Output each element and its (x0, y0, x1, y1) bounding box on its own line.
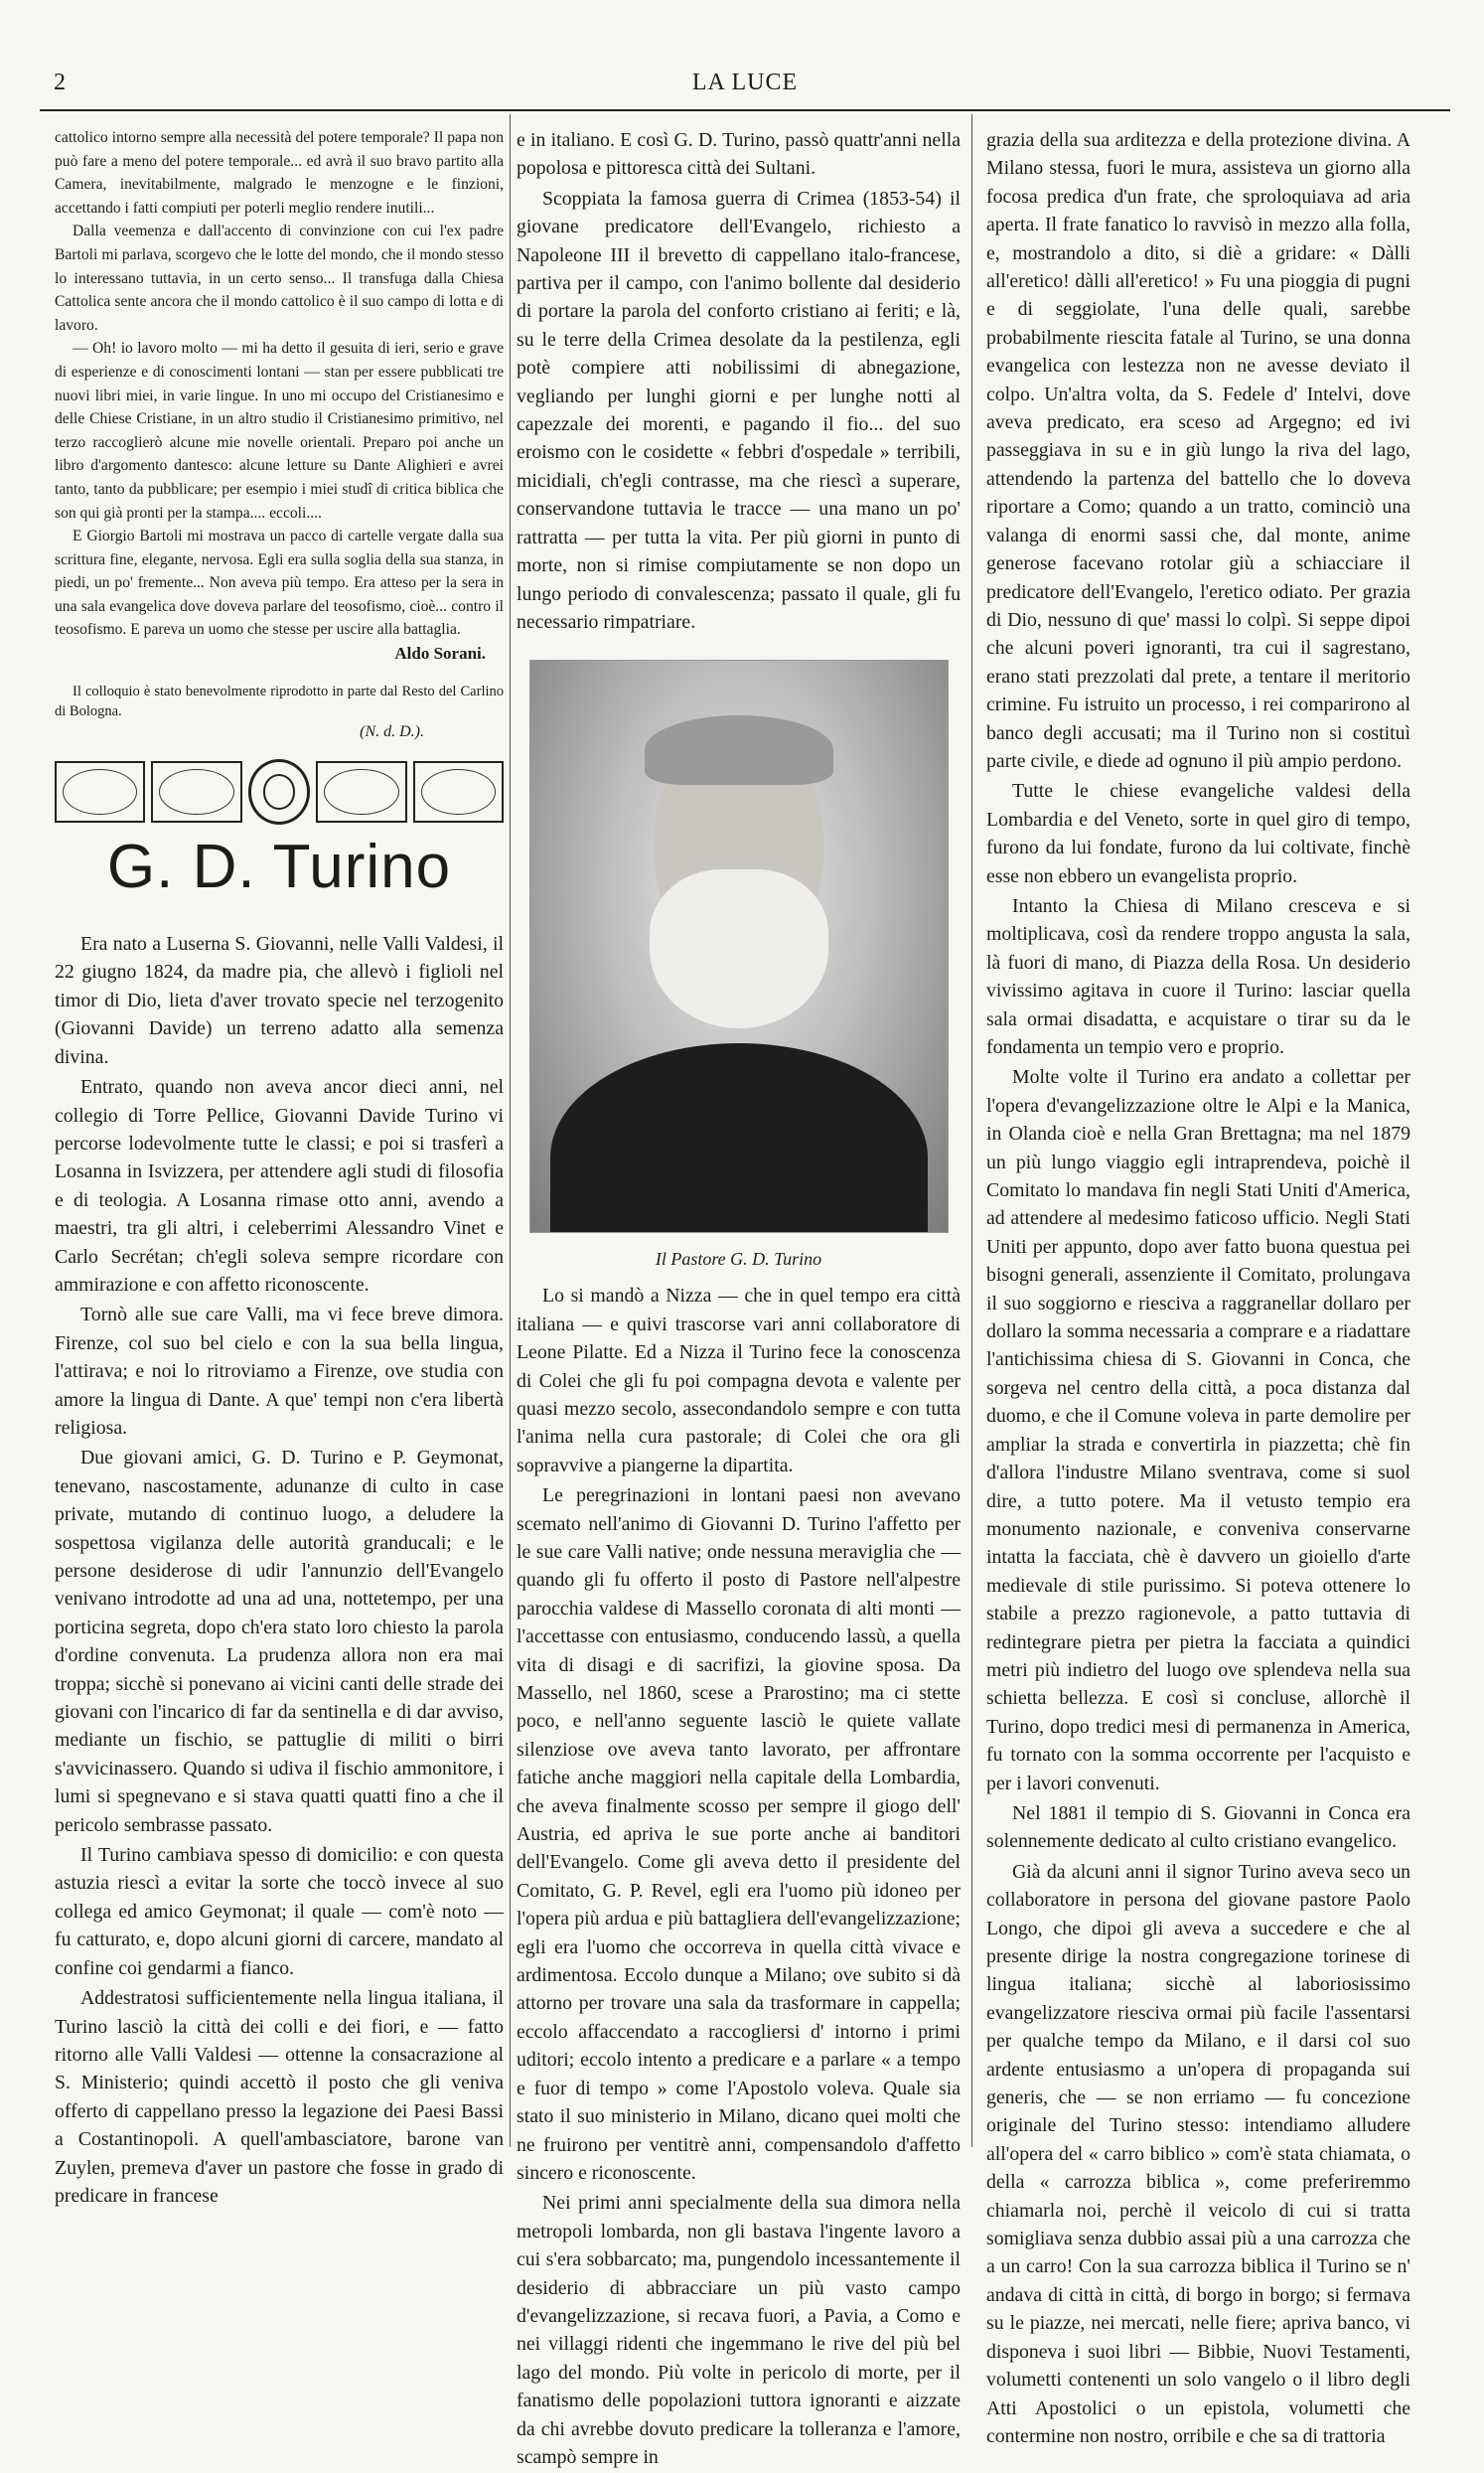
paragraph: Intanto la Chiesa di Milano cresceva e si moltiplicava, così da rendere troppo angusta la sala, là fuori di mano, di Piazza della Rosa. Un desiderio vivissimo agitava in cuore il Turino: lasciar quella sala ormai disadatta, e acquistare o tirar su da le fondamenta un tempio vero e proprio. (986, 894, 1410, 1058)
paragraph: Già da alcuni anni il signor Turino aveva seco un collaboratore in persona del giovane pastore Paolo Longo, che dipoi gli aveva a succedere e che al presente dirige la nostra congregazione torinese di lingua italiana; sicchè al laboriosissimo evangelizzatore riesciva ormai più facile l'assentarsi per qualche tempo da Milano, e il darsi col suo ardente entusiasmo a un'opera di propaganda sui generis, che — se non erriamo — fu concezione originale del Turino stesso: intendiamo alludere all'opera del « carro biblico » com'è stata chiamata, o della « carrozza biblica », come preferiremmo chiamarla noi, perchè il veicolo di cui si tratta somigliava senza dubbio assai più a una carrozza che a un carro! Con la sua carrozza biblica il Turino se n' andava di città in città, di borgo in borgo; si fermava su le piazze, nei mercati, nelle fiere; apriva banco, vi disponeva i suoi libri — Bibbie, Nuovi Testamenti, volumetti contenenti un solo vangelo o il libro degli Atti Apostolici o un epistola, volumetti che contermine non nostro, orribile e che sa di trattoria (986, 1860, 1410, 2447)
ornament-panel (316, 761, 406, 823)
previous-article (55, 126, 504, 642)
paragraph: Era nato a Luserna S. Giovanni, nelle Valli Valdesi, il 22 giugno 1824, da madre pia, che allevò i figlioli nel timor di Dio, lieta d'aver trovato specie nel terzogenito (Giovanni Davide) un terreno adatto alla semenza divina. (55, 933, 504, 1068)
paragraph: — Oh! io lavoro molto — mi ha detto il gesuita di ieri, serio e grave di esperienze e di conoscimenti lontani — stan per essere pubblicati tre nuovi libri miei, in varie lingue. In uno mi occupo del Cristianesimo e delle Chiese Cristiane, in un altro studio il Cristianesimo primitivo, nel terzo raccoglierò alcune mie novelle orientali. Preparo poi anche un libro d'argomento dantesco: alcune letture su Dante Alighieri e avrei tanto, tanto da pubblicare; per esempio i miei studî di critica biblica che son qui già pronti per la stampa.... eccoli.... (55, 340, 504, 522)
running-title: LA LUCE (691, 70, 799, 95)
paragraph: Tutte le chiese evangeliche valdesi della Lombardia e del Veneto, sorte in quel giro di tempo, furono da lui fondate, furono da lui coltivate, finchè esse non ebbero un evangelista proprio. (986, 780, 1410, 887)
paragraph: Lo si mandò a Nizza — che in quel tempo era città italiana — e quivi trascorse vari anni collaboratore di Leone Pilatte. Ed a Nizza il Turino fece la conoscenza di Colei che gli fu poi compagna devota e valente per quasi mezzo secolo, assecondandolo sempre e con tutta l'anima nella cura pastorale; di Colei che ora gli sopravvive a piangerne la dipartita. (517, 1285, 961, 1476)
paragraph: e in italiano. E così G. D. Turino, passò quattr'anni nella popolosa e pittoresca città dei Sultani. (517, 129, 961, 180)
paragraph: Entrato, quando non aveva ancor dieci anni, nel collegio di Torre Pellice, Giovanni Davide Turino vi percorse lodevolmente tutte le classi; e poi si trasferì a Losanna in Isvizzera, per attendere agli studi di filosofia e di teologia. A Losanna rimase otto anni, avendo a maestri, tra gli altri, i celeberrimi Alessandro Vinet e Carlo Secrétan; ch'egli soleva sempre ricordare con ammirazione e con affetto riconoscente. (55, 1076, 504, 1296)
paragraph: Molte volte il Turino era andato a collettar per l'opera d'evangelizzazione oltre le Alpi e la Manica, in Olanda cioè e nella Gran Brettagna; ma nel 1879 un più lungo viaggio egli intraprendeva, poichè il Comitato lo mandava fin negli Stati Uniti d'America, ad attendere al medesimo faticoso ufficio. Negli Stati Uniti per appunto, dopo aver fatto buona questua pei bisogni generali, assenziente il Comitato, prolungava il suo soggiorno e riesciva a raggranellar dollaro per dollaro la somma necessaria a comprare e a riadattare l'antichissima chiesa di S. Giovanni in Conca, che sorgeva nel centro della città, a poca distanza dal duomo, e che il Comune voleva in parte demolire per ampliar la strada e convertirla in piazzetta; chè fin d'allora l'industre Milano sventrava, come si suol dire, a tutto potere. Ma il vetusto tempio era monumento nazionale, e conveniva conservarne intatta la facciata, chè è davvero un gioiello d'arte medievale di stile purissimo. Si poteva ottenere lo stabile a prezzo ragionevole, a patto tuttavia di redintegrare pietra per pietra la facciata a quindici metri più indietro del luogo ove splendeva nella sua schietta bellezza. E così si concluse, allorchè il Turino, dopo tredici mesi di permanenza in America, fu tornato con la somma occorrente per l'acquisto e per i lavori convenuti. (986, 1066, 1410, 1794)
ornament-panel (413, 761, 504, 823)
column-2 (517, 126, 961, 2473)
column-1 (55, 126, 504, 2212)
column-rule (510, 114, 511, 2147)
article-title: G. D. Turino (106, 833, 452, 902)
article-body-col2-bottom (517, 1282, 961, 2471)
paragraph: cattolico intorno sempre alla necessità del potere temporale? Il papa non può fare a meno del potere temporale... ed avrà il suo bravo partito alla Camera, inevitabilmente, malgrado le menzogne e le finzioni, accettando i fatti compiuti per poterli meglio rendere inutili... (55, 129, 504, 217)
portrait-hair (645, 715, 833, 785)
paragraph: Addestratosi sufficientemente nella lingua italiana, il Turino lasciò la città dei colli e dei fiori, e — fatto ritorno alle Valli Valdesi — ottenne la consacrazione al S. Ministerio; quindi accettò il posto che gli veniva offerto di cappellano presso la legazione dei Paesi Bassi a Costantinopoli. A quell'ambasciatore, barone van Zuylen, premeva d'aver un pastore che fosse in grado di predicare in francese (55, 1987, 504, 2207)
paragraph: Dalla veemenza e dall'accento di convinzione con cui l'ex padre Bartoli mi parlava, scorgevo che le lotte del mondo, che il mondo stesso lo interessano tuttavia, in un certo senso... Il transfuga dalla Chiesa Cattolica sente ancora che il mondo cattolico è il suo campo di lotta e di lavoro. (55, 223, 504, 334)
paragraph: Nei primi anni specialmente della sua dimora nella metropoli lombarda, non gli bastava l'ingente lavoro a cui s'era sobbarcato; ma, pungendolo incessantemente il desiderio di abbracciare un più vasto campo d'evangelizzazione, si recava fuori, a Pavia, a Como e nei villaggi ridenti che ingemmano le rive del più bel lago del mondo. Più volte in pericolo di morte, per il fanatismo delle popolazioni tuttora ignoranti e aizzate da chi avrebbe dovuto predicare la tolleranza e l'amore, scampò sempre in (517, 2192, 961, 2468)
paragraph: Il Turino cambiava spesso di domicilio: e con questa astuzia riescì a evitar la sorte che toccò invece al suo collega ed amico Geymonat; il quale — com'è noto — fu catturato, e, dopo alcuni giorni di carcere, mandato al confine coi gendarmi a fianco. (55, 1844, 504, 1979)
article-body-col2-top (517, 126, 961, 636)
ornament-rosette (248, 759, 311, 825)
portrait-coat (550, 1043, 928, 1233)
ornament-panel (55, 761, 145, 823)
photo-caption: Il Pastore G. D. Turino (655, 1249, 822, 1270)
column-3 (986, 126, 1410, 2452)
paragraph: Nel 1881 il tempio di S. Giovanni in Conca era solennemente dedicato al culto cristiano evangelico. (986, 1801, 1410, 1853)
ornamental-headpiece (55, 759, 504, 825)
portrait-photo (529, 660, 949, 1233)
paragraph: grazia della sua arditezza e della protezione divina. A Milano stessa, fuori le mura, assisteva un giorno alla focosa predica d'un frate, che sproloquiava ad aria aperta. Il frate fanatico lo ravvisò in mezzo alla folla, e, mostrandolo a dito, si diè a gridare: « Dàlli all'eretico! dàlli all'eretico! » Fu una pioggia di pugni e di seggiolate, l'una delle quali, sarebbe probabilmente riescita fatale al Turino, se una donna evangelica con lestezza non ne avesse deviato il colpo. Un'altra volta, da S. Fedele d' Intelvi, dove aveva predicato, era sceso ad Argegno; ed ivi passeggiava in su e in giù lungo la riva del lago, attendendo la partenza del battello che lo doveva riportare a Como; quando a un tratto, cominciò una valanga di enormi sassi che, dal monte, anime generose facevano rotolar giù a schiacciare il predicatore dell'Evangelo, l'eretico odiato. Per grazia di Dio, nessuno di que' massi lo colpì. Si seppe dipoi che alcuni poveri ignoranti, tra cui il sagrestano, erano stati prezzolati dal prete, a tentare il meritorio crimine. Fu istruito un processo, i rei comparirono al banco degli accusati; ma il Turino non si costituì parte civile, e diede ad ognuno il più ampio perdono. (986, 129, 1410, 772)
article-body-col3 (986, 126, 1410, 2450)
ornament-panel (151, 761, 241, 823)
page-number: 2 (54, 70, 66, 95)
portrait-beard (650, 869, 828, 1028)
article-body-col1 (55, 930, 504, 2210)
note-source: (N. d. D.). (360, 723, 424, 741)
page-header (40, 70, 1450, 111)
paragraph: Tornò alle sue care Valli, ma vi fece breve dimora. Firenze, col suo bel cielo e con la sua bella lingua, l'attirava; e noi lo ritroviamo a Firenze, ove studia con amore la lingua di Dante. A que' tempi non c'era libertà religiosa. (55, 1304, 504, 1439)
paragraph: Scoppiata la famosa guerra di Crimea (1853-54) il giovane predicatore dell'Evangelo, richiesto a Napoleone III il brevetto di cappellano italo-francese, partiva per il campo, con l'animo bollente dal desiderio di portare la parola del conforto cristiano ai feriti; e là, su le terre della Crimea desolate da la pestilenza, egli potè compiere atti nobilissimi di abnegazione, vegliando per lunghi giorni e per lunghe notti al capezzale dei morenti, e pagando il fio... del suo eroismo con le cosidette « febbri d'ospedale » terribili, micidiali, ch'egli contrasse, ma che riescì a superare, conservandone tuttavia le tracce — una mano un po' rattratta — per tutta la vita. Per più giorni in punto di morte, non si rimise compiutamente se non dopo un lungo periodo di convalescenza; passato il quale, gli fu necessario rimpatriare. (517, 187, 961, 633)
author-signature: Aldo Sorani. (394, 644, 486, 664)
paragraph: E Giorgio Bartoli mi mostrava un pacco di cartelle vergate dalla sua scrittura fine, elegante, nervosa. Egli era sulla soglia della sua stanza, in piedi, un po' fremente... Non aveva più tempo. Era atteso per la sera in una sala evangelica dove doveva parlare del teosofismo, cioè... contro il teosofismo. E pareva un uomo che stesse per uscire alla battaglia. (55, 528, 504, 639)
column-rule (971, 114, 972, 2147)
editor-note: Il colloquio è stato benevolmente riprodotto in parte dal Resto del Carlino di Bologna. (55, 684, 504, 720)
paragraph: Le peregrinazioni in lontani paesi non avevano scemato nell'animo di Giovanni D. Turino l'affetto per le sue care Valli native; onde nessuna meraviglia che — quando gli fu offerto il posto di Pastore nell'alpestre parocchia valdese di Massello coronata di alti monti — l'accettasse con entusiasmo, conducendo lassù, a quella vita di disagi e di sacrifizi, la giovine sposa. Da Massello, nel 1860, scese a Prarostino; ma ci stette poco, e nell'anno seguente lasciò le quiete vallate silenziose ove aveva tanto lavorato, per affrontare fatiche anche maggiori nella capitale della Lombardia, che aveva finalmente scosso per sempre il giogo dell' Austria, ed apriva le sue porte anche ai banditori dell'Evangelo. Come gli aveva detto il presidente del Comitato, G. P. Revel, egli era l'uomo più idoneo per l'opera più ardua e più battagliera dell'evangelizzazione; egli era l'uomo che occorreva in quella città vivace e ardimentosa. Eccolo dunque a Milano; ove subito si dà attorno per trovare una sala da trasformare in cappella; eccolo affaccendato a raccogliersi d' intorno i primi uditori; eccolo intento a predicare e a parlare « a tempo e fuor di tempo » come l'Apostolo voleva. Quale sia stato il suo ministerio in Milano, dicano quei molti che ne fruirono per ventitrè anni, compensandolo d'affetto sincero e riconoscente. (517, 1484, 961, 2184)
paragraph: Due giovani amici, G. D. Turino e P. Geymonat, tenevano, nascostamente, adunanze di culto in case private, mutando di continuo luogo, a deludere la sospettosa vigilanza delle autorità granducali; e le persone desiderose di udir l'annunzio dell'Evangelo venivano introdotte ad una ad una, nottetempo, per una porticina segreta, dopo ch'era stato loro chiesto la parola d'ordine convenuta. La prudenza allora non era mai troppa; sicchè si ponevano ai vicini canti delle strade dei giovani con l'incarico di far da sentinella e di dar avviso, mediante un fischio, se pattuglie di militi o birri s'avvicinassero. Quando si udiva il fischio ammonitore, i lumi si spegnevano e si stava quatti quatti fino a che il pericolo sembrasse passato. (55, 1447, 504, 1836)
